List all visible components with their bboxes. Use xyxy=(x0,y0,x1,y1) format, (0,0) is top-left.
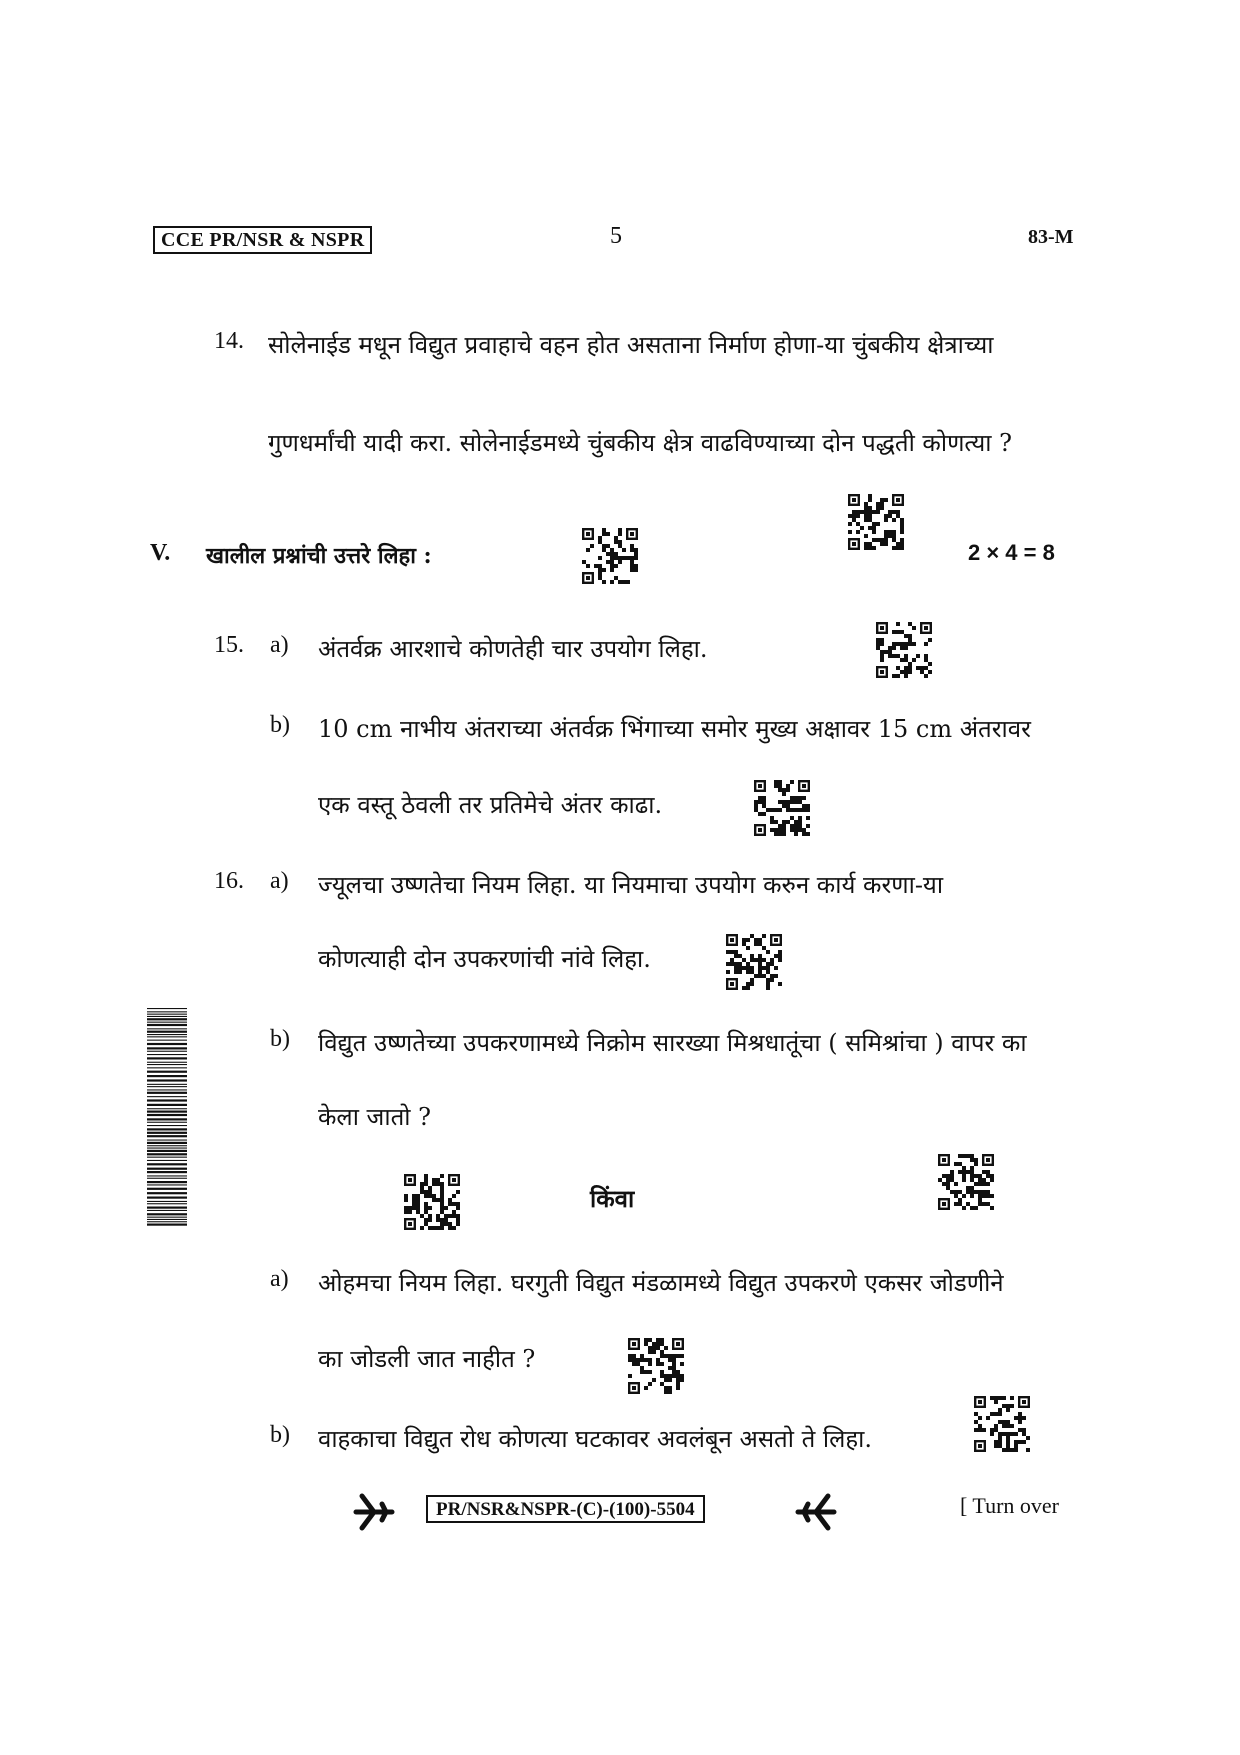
qr-code-icon xyxy=(848,494,904,550)
q16-b-label: b) xyxy=(270,1026,290,1052)
q16-alt-a-line2: का जोडली जात नाहीत ? xyxy=(318,1345,536,1373)
or-divider: किंवा xyxy=(590,1184,635,1213)
turn-over-text: [ Turn over xyxy=(960,1493,1060,1518)
qr-code-icon xyxy=(938,1154,994,1210)
q16-b-line1: विद्युत उष्णतेच्या उपकरणामध्ये निक्रोम सारख्या मिश्रधातूंचा ( समिश्रांचा ) वापर का xyxy=(318,1029,1027,1057)
q14-number: 14. xyxy=(214,328,244,354)
q16-a-line2: कोणत्याही दोन उपकरणांची नांवे लिहा. xyxy=(318,945,651,973)
qr-code-icon xyxy=(754,780,810,836)
q15-number: 15. xyxy=(214,632,244,658)
airplane-icon xyxy=(352,1490,396,1534)
section-marks: 2 × 4 = 8 xyxy=(968,540,1055,565)
q16-alt-a-line1: ओहमचा नियम लिहा. घरगुती विद्युत मंडळामध्ये विद्युत उपकरणे एकसर जोडणीने xyxy=(318,1269,1004,1297)
qr-code-icon xyxy=(628,1338,684,1394)
q16-a-label: a) xyxy=(270,868,289,894)
qr-code-icon xyxy=(404,1174,460,1230)
footer-code: PR/NSR&NSPR-(C)-(100)-5504 xyxy=(426,1495,705,1523)
q15-a-label: a) xyxy=(270,632,289,658)
qr-code-icon xyxy=(582,528,638,584)
q16-number: 16. xyxy=(214,868,244,894)
barcode-icon xyxy=(147,1008,187,1226)
qr-code-icon xyxy=(876,622,932,678)
header-left-code: CCE PR/NSR & NSPR xyxy=(153,226,372,254)
section-number: V. xyxy=(150,540,171,566)
section-title: खालील प्रश्नांची उत्तरे लिहा : xyxy=(206,543,432,569)
q15-b-label: b) xyxy=(270,712,290,738)
q16-alt-b-label: b) xyxy=(270,1422,290,1448)
q15-a-text: अंतर्वक्र आरशाचे कोणतेही चार उपयोग लिहा. xyxy=(318,635,708,663)
qr-code-icon xyxy=(726,934,782,990)
q15-b-line2: एक वस्तू ठेवली तर प्रतिमेचे अंतर काढा. xyxy=(318,791,663,819)
qr-code-icon xyxy=(974,1396,1030,1452)
q16-b-line2: केला जातो ? xyxy=(318,1103,431,1131)
q16-alt-a-label: a) xyxy=(270,1266,289,1292)
q16-a-line1: ज्यूलचा उष्णतेचा नियम लिहा. या नियमाचा उपयोग करुन कार्य करणा-या xyxy=(318,871,944,899)
q15-b-line1: 10 cm नाभीय अंतराच्या अंतर्वक्र भिंगाच्या समोर मुख्य अक्षावर 15 cm अंतरावर xyxy=(318,715,1031,743)
q14-line1: सोलेनाईड मधून विद्युत प्रवाहाचे वहन होत असताना निर्माण होणा-या चुंबकीय क्षेत्राच्या xyxy=(268,331,994,359)
header-right-code: 83-M xyxy=(1028,226,1074,248)
q14-line2: गुणधर्मांची यादी करा. सोलेनाईडमध्ये चुंबकीय क्षेत्र वाढविण्याच्या दोन पद्धती कोणत्या ? xyxy=(268,429,1013,457)
page-number: 5 xyxy=(610,223,622,249)
airplane-icon xyxy=(794,1490,838,1534)
q16-alt-b-text: वाहकाचा विद्युत रोध कोणत्या घटकावर अवलंबून असतो ते लिहा. xyxy=(318,1425,872,1453)
